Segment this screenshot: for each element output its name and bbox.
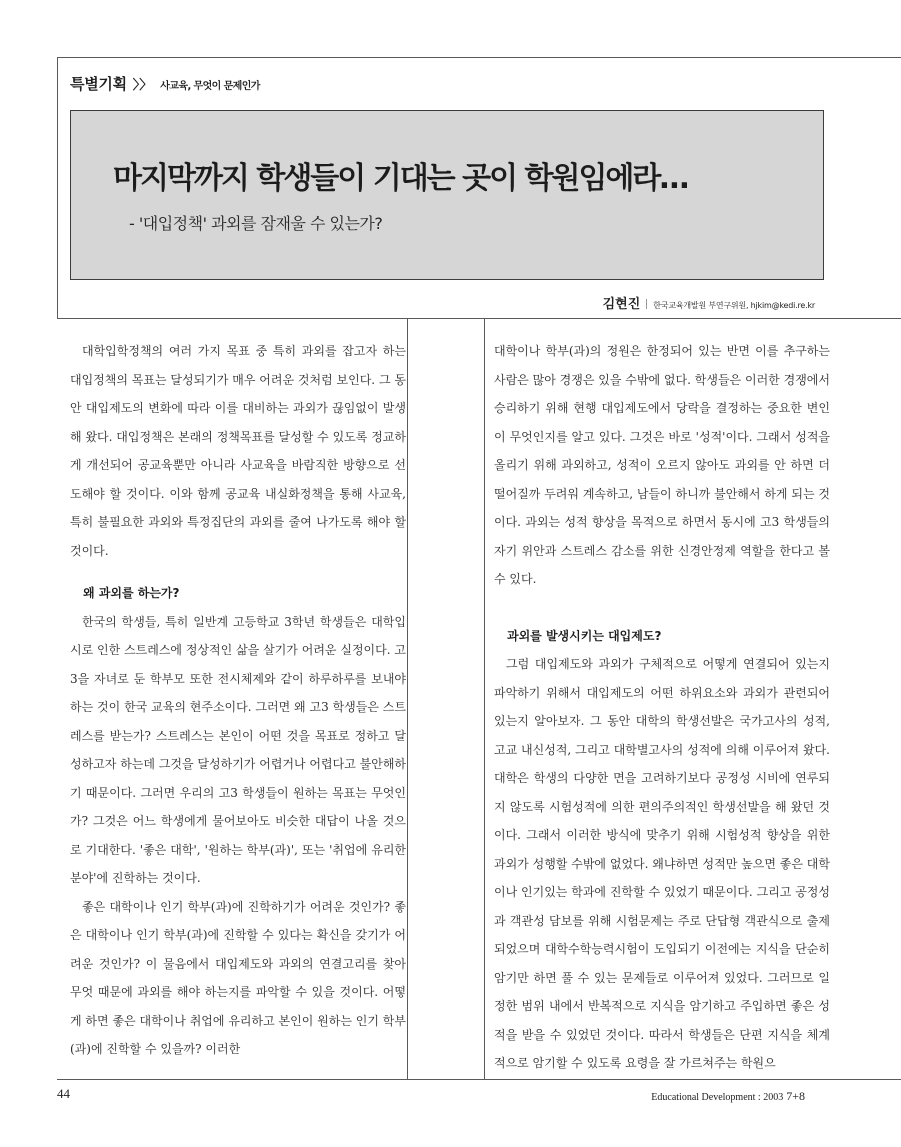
paragraph: 그럼 대입제도와 과외가 구체적으로 어떻게 연결되어 있는지 파악하기 위해서 대입제도의 어떤 하위요소와 과외가 관련되어 있는지 알아보자. 그 동안 대학의 학생선발은 국가고사의 성적, 고교 내신성적, 그리고 대학별고사의 성적에 의해 이루어져 왔다. 대학은 학생의 다양한 면을 고려하기보다 공정성 시비에 연루되지 않도록 시험성적에 의한 편의주의적인 학생선발을 해 왔던 것이다. 그래서 이러한 방식에 맞추기 위해 시험성적 향상을 위한 과외가 성행할 수밖에 없었다. 왜냐하면 성적만 높으면 좋은 대학이나 인기있는 학과에 진학할 수 있었기 때문이다. 그리고 공정성과 객관성 담보를 위해 시험문제는 주로 단답형 객관식으로 출제되었으며 대학수학능력시험이 도입되기 이전에는 지식을 단순히 암기만 하면 풀 수 있는 문제들로 이루어져 있었다. 그러므로 일정한 범위 내에서 반복적으로 지식을 암기하고 주입하면 좋은 성적을 받을 수 있었던 것이다. 따라서 학생들은 단편 지식을 체계적으로 암기할 수 있도록 요령을 잘 가르쳐주는 학원으 (494, 657, 830, 1070)
left-frame-rule (57, 57, 58, 319)
byline-divider (646, 299, 647, 309)
column-rule-left (407, 318, 408, 1080)
paragraph: 대학입학정책의 여러 가지 목표 중 특히 과외를 잡고자 하는 대입정책의 목표는 달성되기가 매우 어려운 것처럼 보인다. 그 동안 대입제도의 변화에 따라 이를 대비하는 과외가 끊임없이 발생해 왔다. 대입정책은 본래의 정책목표를 달성할 수 있도록 정교하게 개선되어 공교육뿐만 아니라 사교육을 바람직한 방향으로 선도해야 할 것이다. 이와 함께 공교육 내실화정책을 통해 사교육, 특히 불필요한 과외와 특정집단의 과외를 줄여 나가도록 해야 할 것이다. (70, 344, 406, 558)
footer-rule (57, 1079, 901, 1080)
section-name: 특별기획 (70, 75, 127, 93)
section-label (70, 73, 260, 94)
left-column (70, 337, 406, 1064)
byline (603, 293, 815, 312)
journal-name: Educational Development : 2003 (651, 1092, 784, 1103)
paragraph: 한국의 학생들, 특히 일반계 고등학교 3학년 학생들은 대학입시로 인한 스트레스에 정상적인 삶을 살기가 어려운 실정이다. 고3을 자녀로 둔 학부모 또한 전시체제와 같이 하루하루를 보내야 하는 것이 한국 교육의 현주소이다. 그러면 왜 고3 학생들은 스트레스를 받는가? 스트레스는 본인이 어떤 것을 목표로 정하고 달성하고자 하는데 그것을 달성하기가 어렵거나 어렵다고 불안해하기 때문이다. 그러면 우리의 고3 학생들이 원하는 목표는 무엇인가? 그것은 어느 학생에게 물어보아도 비슷한 대답이 나올 것으로 기대한다. '좋은 대학', '원하는 학부(과)', 또는 '취업에 유리한 분야'에 진학하는 것이다. (70, 614, 406, 885)
journal-issue: 7+8 (786, 1089, 805, 1103)
column-rule-right (484, 318, 485, 1080)
right-column (494, 337, 830, 1078)
page-number: 44 (57, 1086, 70, 1101)
page-title: 마지막까지 학생들이 기대는 곳이 학원임에라… (113, 161, 688, 196)
section-heading: 과외를 발생시키는 대입제도? (507, 628, 662, 643)
author-affiliation: 한국교육개발원 부연구위원, hjkim@kedi.re.kr (653, 301, 815, 310)
subsection-name: 사교육, 무엇이 문제인가 (160, 81, 260, 92)
page-subtitle: - '대입정책' 과외를 잠재울 수 있는가? (129, 214, 383, 233)
paragraph: 좋은 대학이나 인기 학부(과)에 진학하기가 어려운 것인가? 좋은 대학이나 인기 학부(과)에 진학할 수 있다는 확신을 갖기가 어려운 것인가? 이 물음에서 대입제도와 과외의 연결고리를 찾아 무엇 때문에 과외를 해야 하는지를 파악할 수 있을 것이다. 어떻게 하면 좋은 대학이나 취업에 유리하고 본인이 원하는 인기 학부(과)에 진학할 수 있을까? 이러한 (70, 899, 406, 1056)
journal-info (651, 1087, 805, 1105)
section-arrow-icon: 〉〉 (132, 78, 153, 93)
paragraph: 대학이나 학부(과)의 정원은 한정되어 있는 반면 이를 추구하는 사람은 많아 경쟁은 있을 수밖에 없다. 학생들은 이러한 경쟁에서 승리하기 위해 현행 대입제도에서 당락을 결정하는 중요한 변인이 무엇인지를 알고 있다. 그것은 바로 '성적'이다. 그래서 성적을 올리기 위해 과외하고, 성적이 오르지 않아도 과외를 안 하면 더 떨어질까 두려워 계속하고, 남들이 하니까 불안해서 하게 되는 것이다. 과외는 성적 향상을 목적으로 하면서 동시에 고3 학생들의 자기 위안과 스트레스 감소를 위한 신경안정제 역할을 한다고 볼 수 있다. (494, 344, 830, 586)
author-name: 김현진 (602, 297, 641, 312)
section-heading: 왜 과외를 하는가? (83, 586, 180, 600)
top-rule (57, 57, 901, 58)
header-bottom-rule (57, 318, 901, 319)
title-box (70, 110, 824, 280)
